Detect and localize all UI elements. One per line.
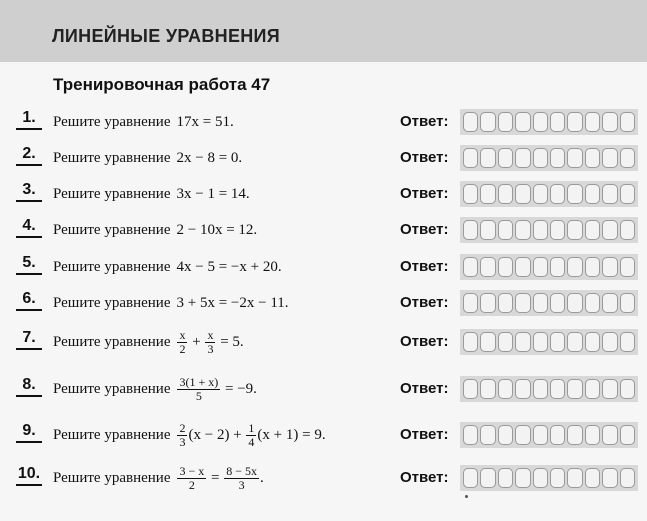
task-text [53, 420, 326, 450]
task-row [0, 374, 647, 404]
answer-label: Ответ: [400, 294, 449, 311]
answer-cell[interactable] [602, 257, 617, 277]
task-row [0, 288, 647, 318]
answer-cell[interactable] [463, 293, 478, 313]
answer-cell[interactable] [585, 257, 600, 277]
answer-cell[interactable] [620, 425, 635, 445]
answer-cell[interactable] [602, 293, 617, 313]
equation: 17x = 51. [176, 113, 234, 130]
answer-cell[interactable] [480, 220, 495, 240]
answer-cell[interactable] [602, 332, 617, 352]
task-lead: Решите уравнение [53, 149, 171, 166]
equation-part: . [260, 469, 264, 486]
answer-cell[interactable] [533, 112, 548, 132]
answer-cell[interactable] [480, 425, 495, 445]
fraction [177, 376, 220, 403]
answer-cell[interactable] [533, 379, 548, 399]
answer-cell[interactable] [463, 148, 478, 168]
answer-label: Ответ: [400, 258, 449, 275]
answer-cell[interactable] [515, 379, 530, 399]
equation-part: = 5. [216, 333, 244, 350]
answer-cell[interactable] [550, 379, 565, 399]
answer-cell[interactable] [602, 220, 617, 240]
answer-cell[interactable] [533, 148, 548, 168]
answer-cell[interactable] [567, 220, 582, 240]
answer-grid[interactable] [460, 109, 638, 135]
answer-cell[interactable] [533, 468, 548, 488]
fraction-numerator: 8 − 5x [226, 463, 258, 478]
answer-cell[interactable] [550, 220, 565, 240]
task-number: 3. [16, 181, 42, 202]
answer-cell[interactable] [585, 220, 600, 240]
answer-cell[interactable] [480, 184, 495, 204]
task-number: 7. [16, 329, 42, 350]
answer-cell[interactable] [550, 257, 565, 277]
answer-cell[interactable] [515, 220, 530, 240]
answer-cell[interactable] [515, 332, 530, 352]
answer-cell[interactable] [498, 332, 513, 352]
fraction-numerator: x [179, 327, 186, 342]
answer-cell[interactable] [550, 332, 565, 352]
task-number: 2. [16, 145, 42, 166]
task-text [53, 107, 234, 137]
fraction-denominator: 3 [238, 477, 245, 492]
answer-cell[interactable] [533, 425, 548, 445]
answer-cell[interactable] [480, 332, 495, 352]
answer-cell[interactable] [567, 468, 582, 488]
answer-cell[interactable] [463, 379, 478, 399]
fraction-denominator: 4 [248, 434, 255, 449]
answer-cell[interactable] [620, 293, 635, 313]
task-lead: Решите уравнение [53, 333, 171, 350]
task-row [0, 252, 647, 282]
answer-cell[interactable] [498, 468, 513, 488]
answer-cell[interactable] [533, 293, 548, 313]
task-number: 4. [16, 217, 42, 238]
task-text [53, 252, 282, 282]
answer-cell[interactable] [550, 293, 565, 313]
answer-cell[interactable] [515, 184, 530, 204]
answer-cell[interactable] [515, 112, 530, 132]
fraction [224, 465, 259, 492]
answer-cell[interactable] [463, 425, 478, 445]
task-text [53, 288, 289, 318]
answer-cell[interactable] [515, 293, 530, 313]
task-lead: Решите уравнение [53, 294, 171, 311]
answer-cell[interactable] [498, 148, 513, 168]
task-number: 6. [16, 290, 42, 311]
equation-part: (x + 1) = 9. [257, 426, 326, 443]
answer-cell[interactable] [620, 184, 635, 204]
answer-grid[interactable] [460, 181, 638, 207]
answer-cell[interactable] [480, 379, 495, 399]
answer-cell[interactable] [550, 112, 565, 132]
task-row [0, 463, 647, 493]
task-number: 1. [16, 109, 42, 130]
task-lead: Решите уравнение [53, 185, 171, 202]
answer-grid[interactable] [460, 145, 638, 171]
fraction [246, 422, 256, 449]
task-text [53, 327, 244, 357]
answer-cell[interactable] [515, 468, 530, 488]
answer-cell[interactable] [480, 257, 495, 277]
answer-cell[interactable] [585, 425, 600, 445]
fraction-denominator: 3 [179, 434, 186, 449]
equation-part: (x − 2) + [188, 426, 246, 443]
answer-cell[interactable] [620, 220, 635, 240]
answer-label: Ответ: [400, 221, 449, 238]
task-number: 5. [16, 254, 42, 275]
answer-cell[interactable] [498, 293, 513, 313]
answer-label: Ответ: [400, 426, 449, 443]
answer-cell[interactable] [533, 257, 548, 277]
answer-cell[interactable] [463, 332, 478, 352]
task-row [0, 143, 647, 173]
answer-cell[interactable] [567, 148, 582, 168]
answer-cell[interactable] [620, 379, 635, 399]
answer-cell[interactable] [620, 332, 635, 352]
answer-cell[interactable] [567, 184, 582, 204]
answer-cell[interactable] [585, 332, 600, 352]
equation: 3 + 5x = −2x − 11. [176, 294, 289, 311]
answer-cell[interactable] [480, 112, 495, 132]
answer-cell[interactable] [463, 112, 478, 132]
answer-cell[interactable] [585, 184, 600, 204]
answer-cell[interactable] [515, 257, 530, 277]
task-text [53, 143, 242, 173]
answer-cell[interactable] [567, 425, 582, 445]
answer-grid[interactable] [460, 329, 638, 355]
answer-cell[interactable] [602, 148, 617, 168]
answer-cell[interactable] [480, 148, 495, 168]
task-row [0, 215, 647, 245]
answer-cell[interactable] [567, 332, 582, 352]
fraction-numerator: 3(1 + x) [179, 374, 219, 389]
fraction [177, 329, 187, 356]
task-text [53, 179, 250, 209]
answer-cell[interactable] [498, 425, 513, 445]
answer-cell[interactable] [550, 148, 565, 168]
equation-part: = [207, 469, 224, 486]
task-lead: Решите уравнение [53, 426, 171, 443]
answer-cell[interactable] [480, 468, 495, 488]
task-lead: Решите уравнение [53, 380, 171, 397]
answer-cell[interactable] [585, 468, 600, 488]
answer-cell[interactable] [463, 468, 478, 488]
task-row [0, 107, 647, 137]
section-title: ЛИНЕЙНЫЕ УРАВНЕНИЯ [52, 26, 281, 46]
task-number: 10. [16, 465, 42, 486]
fraction-denominator: 2 [179, 341, 186, 356]
fraction-denominator: 5 [195, 388, 202, 403]
answer-label: Ответ: [400, 380, 449, 397]
answer-cell[interactable] [602, 184, 617, 204]
fraction-denominator: 2 [188, 477, 195, 492]
answer-cell[interactable] [498, 379, 513, 399]
answer-cell[interactable] [550, 425, 565, 445]
fraction-numerator: 1 [248, 420, 255, 435]
answer-label: Ответ: [400, 185, 449, 202]
fraction [177, 422, 187, 449]
answer-cell[interactable] [585, 148, 600, 168]
equation-part: = −9. [221, 380, 257, 397]
answer-cell[interactable] [602, 468, 617, 488]
answer-cell[interactable] [480, 293, 495, 313]
answer-label: Ответ: [400, 149, 449, 166]
equation: 2 − 10x = 12. [176, 221, 258, 238]
answer-cell[interactable] [585, 293, 600, 313]
equation-part: + [188, 333, 205, 350]
task-text [53, 215, 257, 245]
task-lead: Решите уравнение [53, 258, 171, 275]
answer-grid[interactable] [460, 422, 638, 448]
answer-cell[interactable] [498, 184, 513, 204]
answer-cell[interactable] [585, 379, 600, 399]
answer-grid[interactable] [460, 376, 638, 402]
equation: 4x − 5 = −x + 20. [176, 258, 282, 275]
answer-cell[interactable] [602, 379, 617, 399]
task-lead: Решите уравнение [53, 221, 171, 238]
answer-cell[interactable] [602, 112, 617, 132]
page-dot [465, 495, 468, 498]
answer-cell[interactable] [463, 257, 478, 277]
answer-grid[interactable] [460, 217, 638, 243]
answer-label: Ответ: [400, 333, 449, 350]
task-lead: Решите уравнение [53, 113, 171, 130]
answer-cell[interactable] [498, 112, 513, 132]
task-number: 8. [16, 376, 42, 397]
equation: 2x − 8 = 0. [176, 149, 243, 166]
answer-cell[interactable] [585, 112, 600, 132]
answer-cell[interactable] [463, 220, 478, 240]
task-row [0, 420, 647, 450]
answer-grid[interactable] [460, 290, 638, 316]
answer-cell[interactable] [620, 148, 635, 168]
answer-cell[interactable] [533, 332, 548, 352]
work-title: Тренировочная работа 47 [53, 75, 271, 94]
answer-label: Ответ: [400, 113, 449, 130]
task-text [53, 463, 264, 493]
task-text [53, 374, 257, 404]
task-number: 9. [16, 422, 42, 443]
fraction-numerator: x [207, 327, 214, 342]
answer-label: Ответ: [400, 469, 449, 486]
equation: 3x − 1 = 14. [176, 185, 250, 202]
fraction-numerator: 3 − x [179, 463, 205, 478]
fraction [177, 465, 206, 492]
answer-cell[interactable] [498, 220, 513, 240]
answer-cell[interactable] [533, 184, 548, 204]
answer-cell[interactable] [515, 425, 530, 445]
answer-grid[interactable] [460, 465, 638, 491]
answer-cell[interactable] [567, 379, 582, 399]
task-row [0, 327, 647, 357]
answer-cell[interactable] [515, 148, 530, 168]
task-row [0, 179, 647, 209]
fraction-denominator: 3 [207, 341, 214, 356]
answer-cell[interactable] [550, 184, 565, 204]
answer-cell[interactable] [463, 184, 478, 204]
answer-cell[interactable] [620, 257, 635, 277]
answer-cell[interactable] [533, 220, 548, 240]
fraction-numerator: 2 [179, 420, 186, 435]
fraction [205, 329, 215, 356]
answer-grid[interactable] [460, 254, 638, 280]
answer-cell[interactable] [620, 468, 635, 488]
answer-cell[interactable] [550, 468, 565, 488]
answer-cell[interactable] [567, 112, 582, 132]
answer-cell[interactable] [602, 425, 617, 445]
answer-cell[interactable] [567, 293, 582, 313]
answer-cell[interactable] [620, 112, 635, 132]
task-lead: Решите уравнение [53, 469, 171, 486]
answer-cell[interactable] [567, 257, 582, 277]
answer-cell[interactable] [498, 257, 513, 277]
